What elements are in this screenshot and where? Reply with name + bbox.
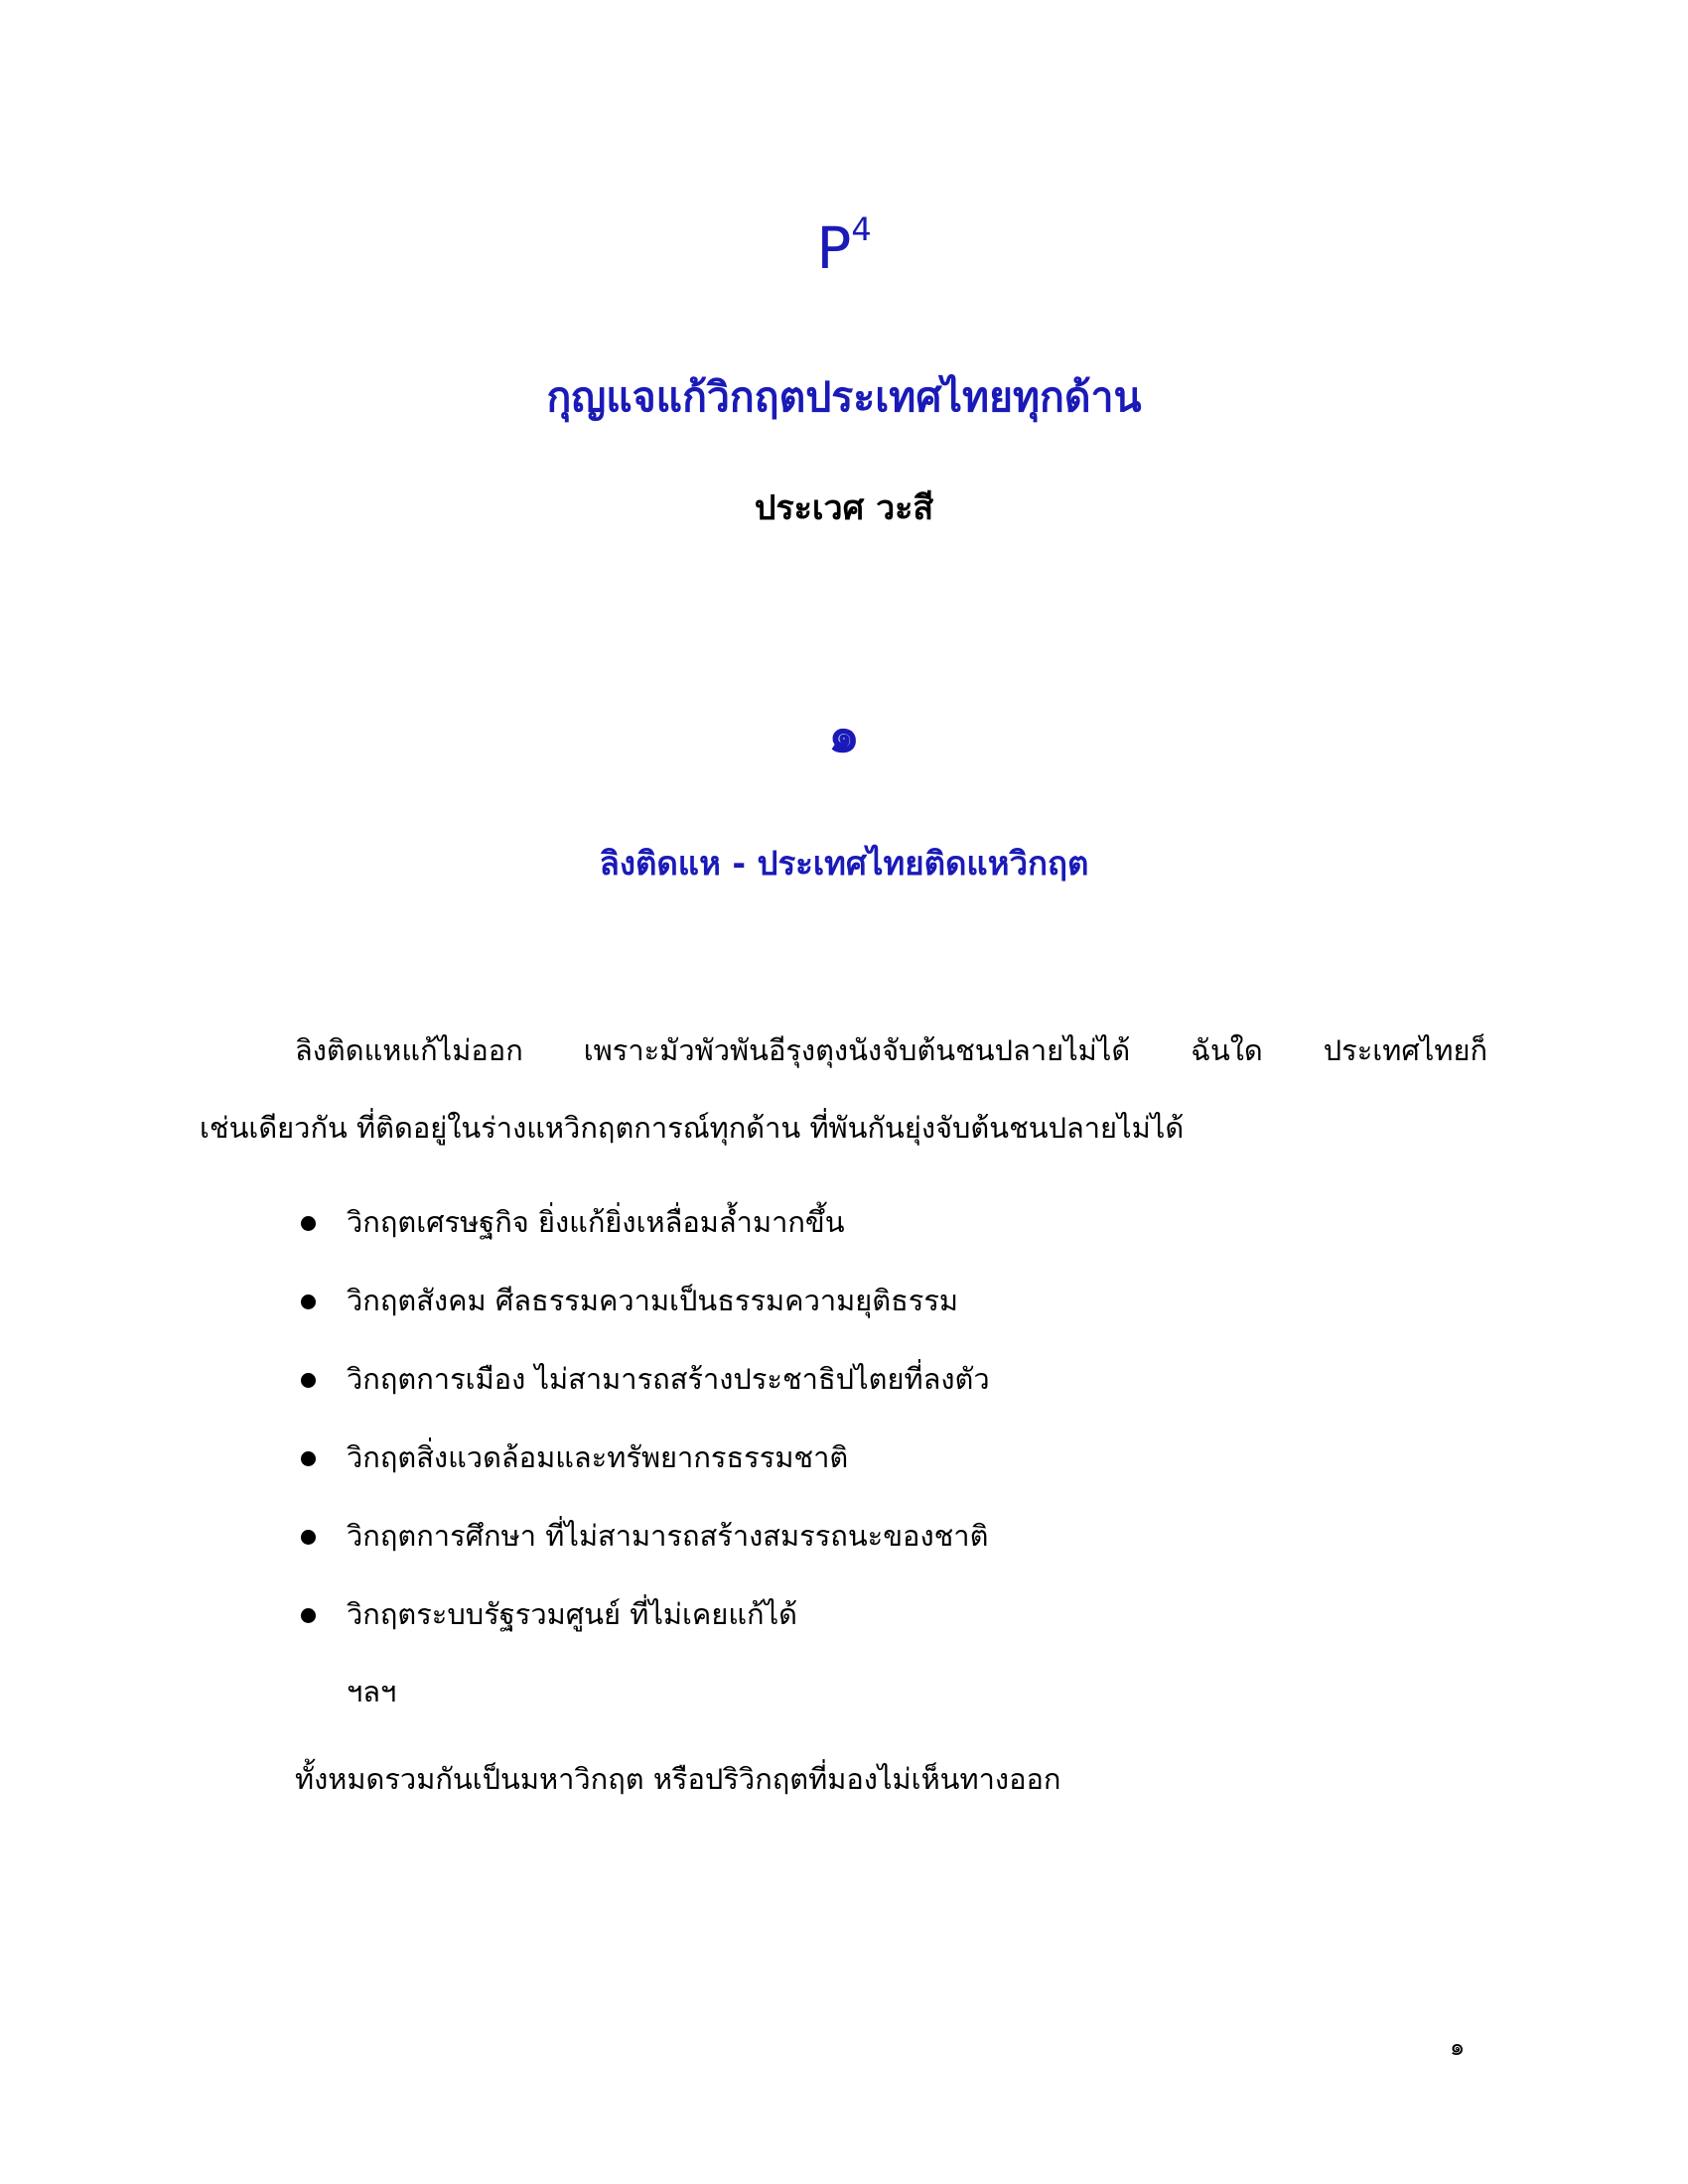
bullet-icon	[301, 1451, 316, 1466]
intro-paragraph-line-1: ลิงติดแหแก้ไม่ออก เพราะมัวพัวพันอีรุงตุงนังจับต้นชนปลายไม่ได้ ฉันใด ประเทศไทยก็	[295, 1033, 1487, 1067]
list-item-text: วิกฤตสิ่งแวดล้อมและทรัพยากรธรรมชาติ	[347, 1440, 849, 1474]
document-title-superscript: 4	[851, 210, 872, 248]
list-item-text: วิกฤตระบบรัฐรวมศูนย์ ที่ไม่เคยแก้ได้	[347, 1597, 797, 1631]
bullet-icon	[301, 1295, 316, 1309]
bullet-icon	[301, 1608, 316, 1623]
page-number: ๑	[1450, 2033, 1466, 2061]
document-subtitle: กุญแจแก้วิกฤตประเทศไทยทุกด้าน	[546, 373, 1142, 421]
intro-paragraph-line-2: เช่นเดียวกัน ที่ติดอยู่ในร่างแหวิกฤตการณ์ทุกด้าน ที่พันกันยุ่งจับต้นชนปลายไม่ได้	[200, 1111, 1185, 1145]
document-title	[0, 210, 1688, 283]
etcetera-mark: ฯลฯ	[347, 1675, 397, 1708]
bullet-icon	[301, 1216, 316, 1231]
list-item-text: วิกฤตเศรษฐกิจ ยิ่งแก้ยิ่งเหลื่อมล้ำมากขึ้น	[347, 1205, 845, 1239]
chapter-title: ลิงติดแห - ประเทศไทยติดแหวิกฤต	[599, 844, 1089, 883]
list-item-text: วิกฤตการศึกษา ที่ไม่สามารถสร้างสมรรถนะของชาติ	[347, 1519, 989, 1553]
document-title-base: P	[816, 214, 852, 282]
bullet-icon	[301, 1530, 316, 1545]
chapter-number: ๑	[828, 706, 860, 763]
bullet-icon	[301, 1373, 316, 1388]
author-name: ประเวศ วะสี	[754, 488, 934, 528]
summary-paragraph: ทั้งหมดรวมกันเป็นมหาวิกฤต หรือปริวิกฤตที่มองไม่เห็นทางออก	[295, 1762, 1061, 1796]
list-item-text: วิกฤตสังคม ศีลธรรมความเป็นธรรมความยุติธรรม	[347, 1284, 959, 1317]
list-item-text: วิกฤตการเมือง ไม่สามารถสร้างประชาธิปไตยที่ลงตัว	[347, 1362, 990, 1396]
